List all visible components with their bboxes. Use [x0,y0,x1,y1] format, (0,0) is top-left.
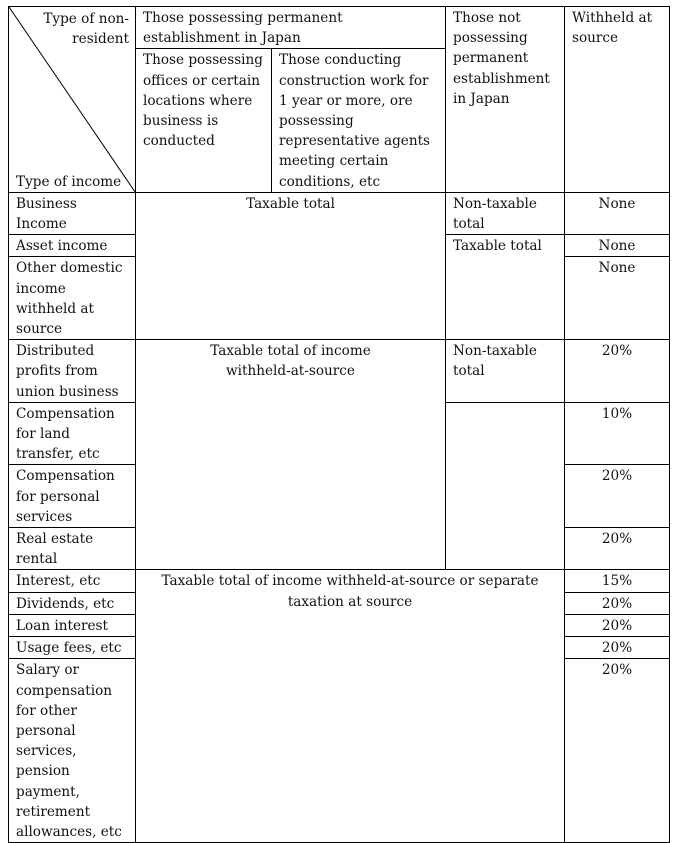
no-pe-empty-cell [446,402,565,570]
income-type-cell: Interest, etc [9,570,136,592]
withholding-rate-cell: None [565,192,670,234]
pe-offices-header: Those possessing offices or certain locations where business is conducted [136,49,272,192]
withholding-rate-cell: None [565,235,670,257]
income-type-cell: Business Income [9,192,136,234]
income-type-cell: Compensation for personal services [9,465,136,528]
no-pe-value-cell: Non-taxable total [446,340,565,403]
withholding-rate-cell: 10% [565,402,670,465]
withholding-rate-cell: 20% [565,528,670,570]
withholding-rate-cell: 20% [565,465,670,528]
taxable-total-cell: Taxable total [136,192,446,339]
no-pe-value-cell: Taxable total [446,235,565,340]
permanent-establishment-header: Those possessing permanent establishment in Japan [136,7,446,49]
nonresident-tax-table [8,6,670,843]
withholding-rate-cell: 20% [565,340,670,403]
diagonal-header-cell [9,7,136,193]
income-type-cell: Salary or compensation for other personal services, pension payment, retirement allowances, etc [9,659,136,843]
income-type-cell: Loan interest [9,614,136,636]
taxable-withheld-cell: Taxable total of income withheld-at-source [136,340,446,570]
taxable-withheld-separate-cell: Taxable total of income withheld-at-source or separate taxation at source [136,570,565,843]
income-type-cell: Usage fees, etc [9,637,136,659]
no-permanent-establishment-header: Those not possessing permanent establishment in Japan [446,7,565,193]
withholding-rate-cell: 20% [565,592,670,614]
income-type-cell: Asset income [9,235,136,257]
withholding-rate-cell: 20% [565,614,670,636]
non-resident-type-label: Type of non-resident [43,11,129,48]
income-type-cell: Real estate rental [9,528,136,570]
withholding-rate-cell: None [565,257,670,340]
withheld-at-source-header: Withheld at source [565,7,670,193]
withholding-rate-cell: 15% [565,570,670,592]
income-type-cell: Compensation for land transfer, etc [9,402,136,465]
income-type-cell: Other domestic income withheld at source [9,257,136,340]
pe-construction-header: Those conducting construction work for 1 year or more, ore possessing representative agents meeting certain conditions, etc [272,49,446,192]
withholding-rate-cell: 20% [565,659,670,843]
income-type-label: Type of income [16,173,122,190]
income-type-cell: Dividends, etc [9,592,136,614]
no-pe-value-cell: Non-taxable total [446,192,565,234]
withholding-rate-cell: 20% [565,637,670,659]
income-type-cell: Distributed profits from union business [9,340,136,403]
